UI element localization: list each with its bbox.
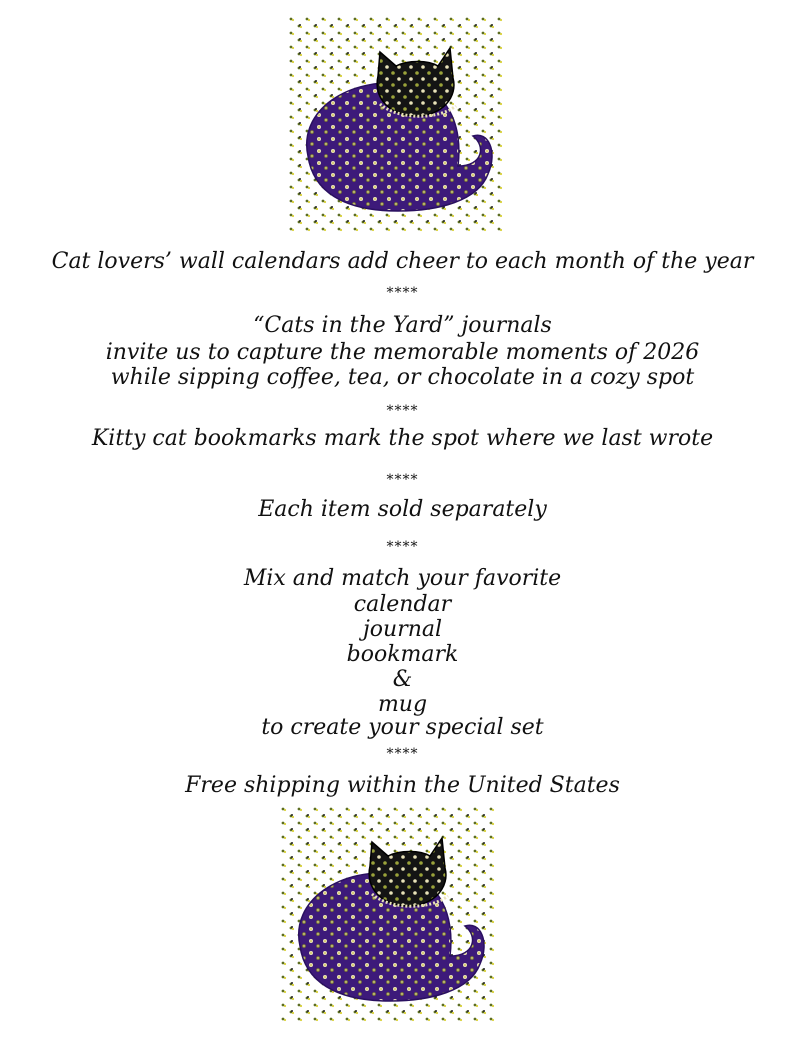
line-journals-invite: invite us to capture the memorable moments of 2026 xyxy=(105,340,700,365)
separator: **** xyxy=(386,285,419,301)
separator: **** xyxy=(386,403,419,419)
line-journal: journal xyxy=(362,617,443,642)
line-bookmark: bookmark xyxy=(346,642,459,667)
line-bookmarks: Kitty cat bookmarks mark the spot where we last wrote xyxy=(91,426,714,451)
line-calendars: Cat lovers’ wall calendars add cheer to each month of the year xyxy=(51,249,754,274)
line-calendar: calendar xyxy=(353,592,452,617)
line-ampersand: & xyxy=(392,667,413,692)
separator: **** xyxy=(386,539,419,555)
line-journals-title: “Cats in the Yard” journals xyxy=(253,313,552,338)
line-sold-separately: Each item sold separately xyxy=(258,497,547,522)
separator: **** xyxy=(386,472,419,488)
line-special-set: to create your special set xyxy=(261,715,544,740)
line-journals-sipping: while sipping coffee, tea, or chocolate in a cozy spot xyxy=(110,365,695,390)
line-mix-match: Mix and match your favorite xyxy=(243,566,562,591)
patchwork-cat-icon xyxy=(288,16,503,234)
separator: **** xyxy=(386,746,419,762)
line-free-shipping: Free shipping within the United States xyxy=(185,773,620,798)
line-mug: mug xyxy=(377,692,428,717)
patchwork-cat-icon xyxy=(280,806,495,1024)
